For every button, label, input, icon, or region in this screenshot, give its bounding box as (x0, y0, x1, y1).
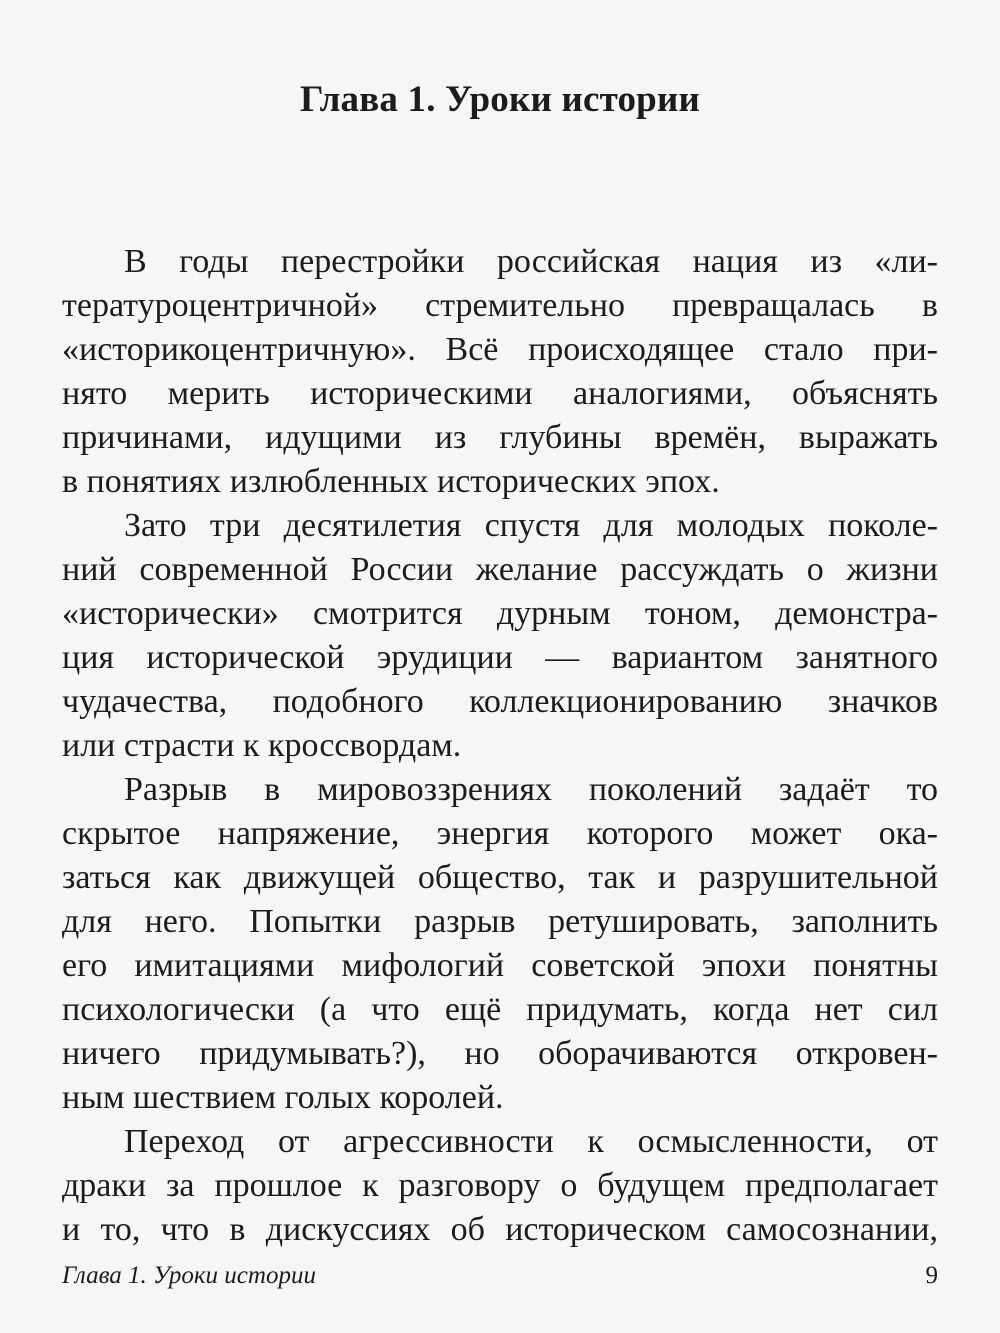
text-line: в понятиях излюбленных исторических эпох. (62, 463, 720, 500)
text-line: нято мерить историческими аналогиями, объяснять (62, 375, 938, 412)
text-line: драки за прошлое к разговору о будущем предполагает (62, 1167, 938, 1204)
text-line: или страсти к кроссвордам. (62, 727, 462, 764)
text-line: причинами, идущими из глубины времён, выражать (62, 419, 938, 456)
text-line: Переход от агрессивности к осмысленности, от (124, 1123, 938, 1160)
text-line: ным шествием голых королей. (62, 1079, 504, 1116)
text-line: тературоцентричной» стремительно превращалась в (62, 287, 938, 324)
text-line: «историкоцентричную». Всё происходящее стало при- (62, 331, 938, 368)
text-line: ничего придумывать?), но оборачиваются откровен- (62, 1035, 938, 1072)
chapter-title: Глава 1. Уроки истории (300, 79, 700, 120)
paragraph (62, 768, 938, 1120)
paragraph (62, 240, 938, 504)
text-line: психологически (а что ещё придумать, когда нет сил (62, 991, 938, 1028)
text-line: для него. Попытки разрыв ретушировать, заполнить (62, 903, 938, 940)
text-line: ний современной России желание рассуждать о жизни (62, 551, 938, 588)
text-line: его имитациями мифологий советской эпохи понятны (62, 947, 938, 984)
text-line: «исторически» смотрится дурным тоном, демонстра- (62, 595, 938, 632)
text-line: и то, что в дискуссиях об историческом самосознании, (62, 1211, 938, 1248)
text-line: Зато три десятилетия спустя для молодых поколе- (124, 507, 938, 544)
text-line: скрытое напряжение, энергия которого может ока- (62, 815, 938, 852)
text-line: чудачества, подобного коллекционированию значков (62, 683, 938, 720)
running-head: Глава 1. Уроки истории (62, 1262, 316, 1289)
body-text (62, 240, 938, 1252)
paragraph (62, 1120, 938, 1252)
paragraph (62, 504, 938, 768)
page-number: 9 (925, 1262, 938, 1289)
text-line: Разрыв в мировоззрениях поколений задаёт то (124, 771, 938, 808)
text-line: В годы перестройки российская нация из «ли- (124, 243, 938, 280)
page-footer (62, 1258, 938, 1294)
text-line: ция исторической эрудиции — вариантом занятного (62, 639, 938, 676)
text-line: заться как движущей общество, так и разрушительной (62, 859, 938, 896)
